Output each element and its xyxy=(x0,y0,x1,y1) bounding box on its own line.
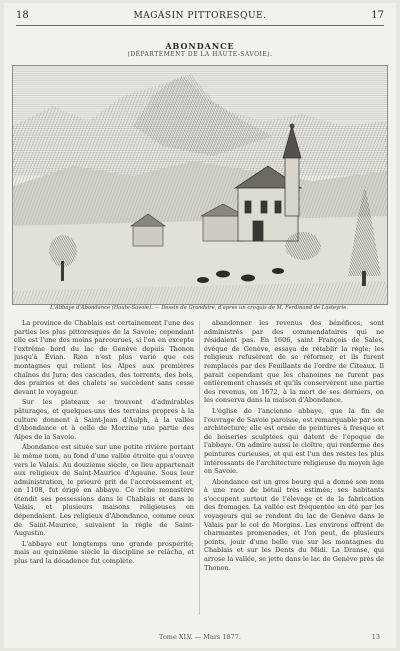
column-divider xyxy=(199,321,200,615)
text-column-right xyxy=(204,319,384,619)
illustration-caption: L'Abbaye d'Abondance (Haute-Savoie). — Dessin de Grandsire, d'après un croquis de M. Ferdinand de Lasteyrie. xyxy=(50,305,348,311)
page-number: 18 xyxy=(16,10,29,21)
text-column-left xyxy=(14,319,194,619)
paragraph: L'église de l'ancienne abbaye, que la fin de l'ouvrage de Savoie paroisse, est remarquable par son architecture; elle est ornée de peintures à fresque et de boiseries sculptées qui datent de l'époque de l'abbaye. On admire aussi le cloître, qui renferme des peintures curieuses, et qui est l'un des restes les plus intéressants de l'architecture religieuse du moyen âge en Savoie. xyxy=(204,406,384,476)
paragraph: La province de Chablais est certainement l'une des parties les plus pittoresques de la Savoie; cependant elle est l'une des moins parcourues, si l'on en excepte l'extrême bord du lac de Genève depuis Thonon jusqu'à Évian. Rien n'est plus varié que ces montagnes qui relient les Alpes aux premières chaînes du Jura; des cascades, des torrents, des bois, des prairies et des chalets se succèdent sans cesse devant le voyageur. xyxy=(14,319,194,396)
paragraph: Abondance est située sur une petite rivière portant le même nom, au fond d'une vallée étroite qui s'ouvre vers le Valais. Au douzième siècle, ce lieu appartenait aux religieux de Saint-Maurice d'Agaune. Sous leur administration, le prieuré prit de l'accroissement et, en 1108, fut érigé en abbaye. Ce riche monastère étendit ses possessions dans le Chablais et dans le Valais, et plusieurs maisons religieuses en dépendaient. Les religieux d'Abondance, comme ceux de Saint-Maurice, suivaient la règle de Saint-Augustin. xyxy=(14,443,194,538)
page-header xyxy=(16,9,384,26)
article-title: ABONDANCE xyxy=(165,41,235,51)
abbey-engraving-illustration xyxy=(12,65,388,305)
footer-signature-number: 13 xyxy=(371,633,380,641)
paragraph: Sur les plateaux se trouvent d'admirables pâturages, et quelques-uns des terrains propres à la culture donnent à Saint-Jean d'Aulph, à la vallée d'Abondance et à celle de Morzine une partie des Alpes de la Savoie. xyxy=(14,398,194,441)
paragraph: abandonner les revenus des bénéfices, sont administrés par des commendataires qui ne résidaient pas. En 1606, saint François de Sales, évêque de Genève, essaya de rétablir la règle; les religieux refusèrent de se réformer, et ils furent remplacés par des Feuillants de l'ordre de Cîteaux. Il parait cependant que les chanoines ne furent pas entièrement chassés et qu'ils conservèrent une partie des revenus, en 1672, à la mort de ses derniers, on les conserva dans la maison d'Abondance. xyxy=(204,319,384,405)
magazine-page xyxy=(4,3,396,648)
footer-volume-date: Tome XLV. — Mars 1877. xyxy=(159,633,241,641)
header-right-number: 17 xyxy=(371,10,384,21)
article-subtitle: (DÉPARTEMENT DE LA HAUTE-SAVOIE). xyxy=(127,51,273,58)
paragraph: Abondance est un gros bourg qui a donné son nom à une race de bétail très estimée; ses habitants s'occupent surtout de l'élevage et de la fabrication des fromages. La vallée est fréquentée en été par les voyageurs qui se rendent du lac de Genève dans le Valais par le col de Morgins. Les environs offrent de charmantes promenades, et l'on peut, de plusieurs points, jouir d'une belle vue sur les montagnes du Chablais et sur les Dents du Midi. La Dranse, qui arrose la vallée, se jette dans le lac de Genève près de Thonon. xyxy=(204,477,384,572)
paragraph: L'abbaye eut longtemps une grande prospérité; mais au quinzième siècle la discipline se relâcha, et plus tard la décadence fut complète. xyxy=(14,539,194,566)
magazine-title: MAGASIN PITTORESQUE. xyxy=(133,11,267,21)
